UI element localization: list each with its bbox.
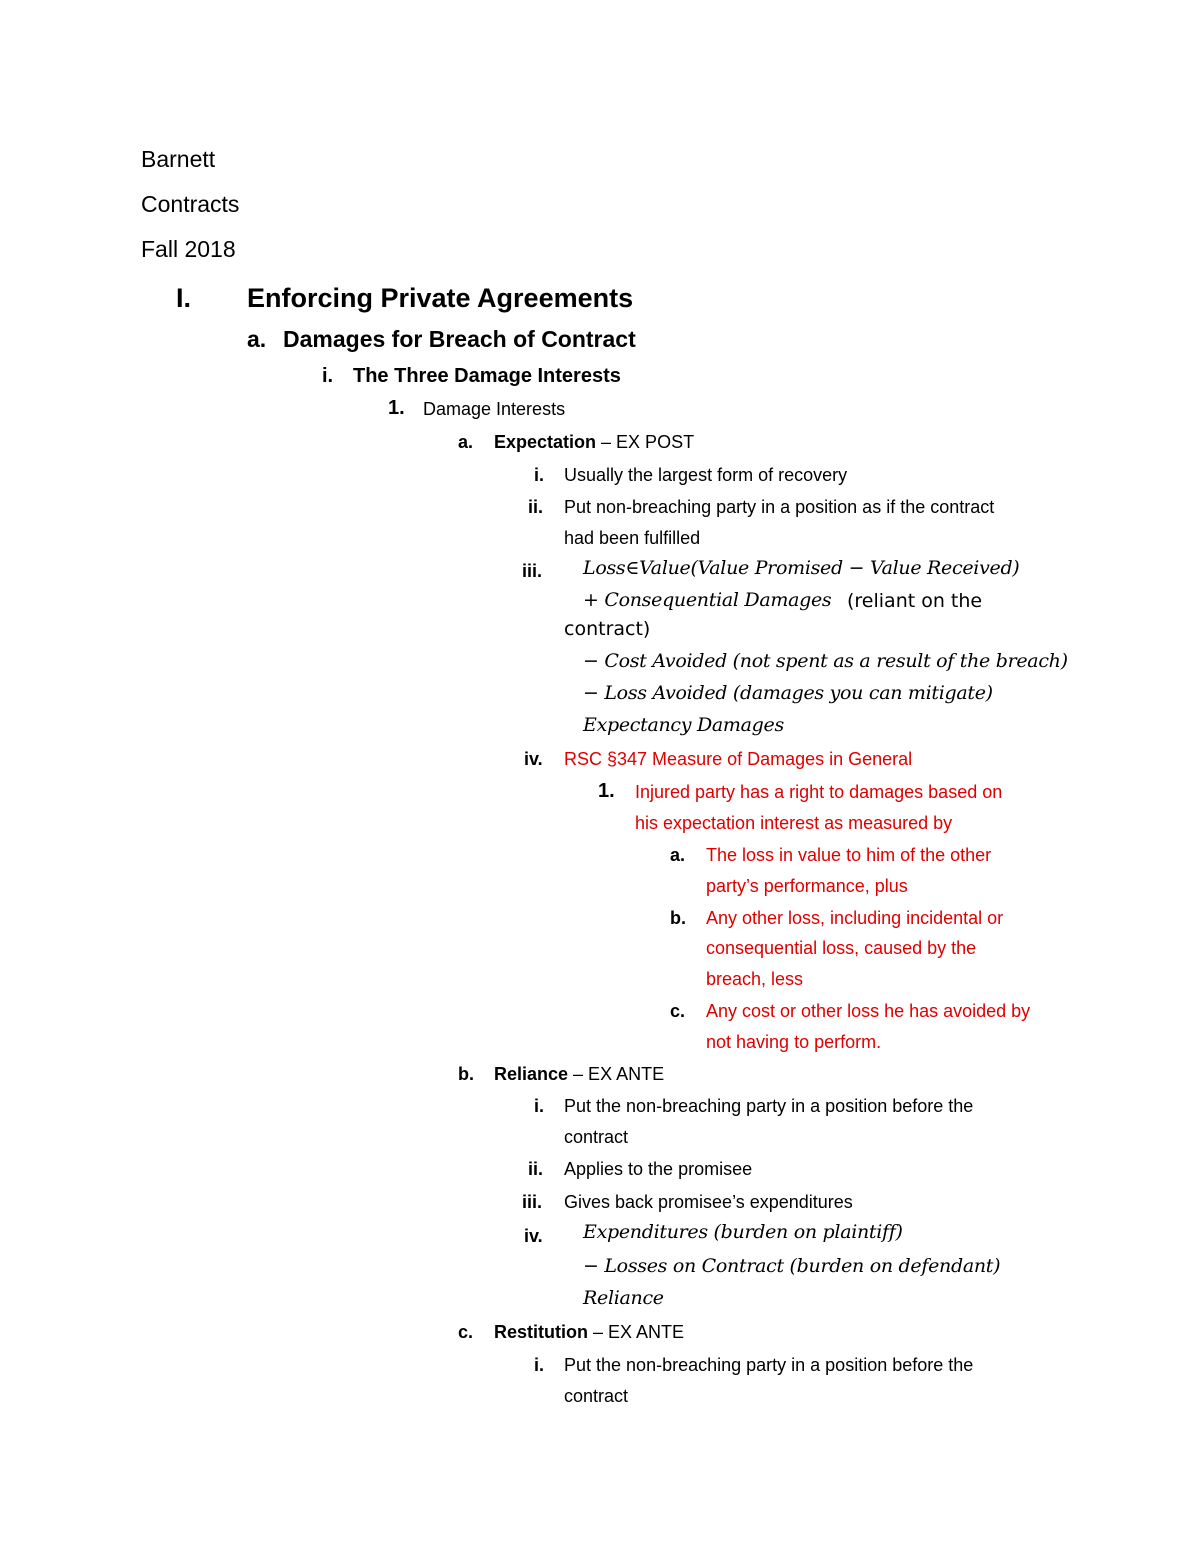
rsc-sub-marker: 1. — [598, 780, 615, 802]
expectation-point-1-marker: i. — [534, 465, 545, 485]
expectation-suffix: – EX POST — [596, 432, 695, 452]
reliance-point-3-marker: iii. — [522, 1192, 543, 1212]
reliance-formula-line-1: Expenditures (burden on plaintiff) — [583, 1221, 903, 1243]
reliance-point-1-line-1: Put the non-breaching party in a position before the — [564, 1096, 974, 1116]
reliance-point-1-line-2: contract — [564, 1127, 629, 1147]
reliance-point-3-text: Gives back promisee’s expenditures — [564, 1192, 853, 1212]
reliance-point-2-text: Applies to the promisee — [564, 1159, 753, 1179]
expectation-formula-line-6: Expectancy Damages — [583, 714, 784, 736]
section-1ai-marker: i. — [322, 365, 334, 387]
rsc-item-c-line-2: not having to perform. — [706, 1032, 882, 1052]
reliance-heading — [494, 1065, 664, 1083]
section-1a-marker: a. — [247, 326, 267, 352]
restitution-suffix: – EX ANTE — [588, 1322, 685, 1342]
rsc-item-c-line-1: Any cost or other loss he has avoided by — [706, 1001, 1031, 1021]
expectation-label: Expectation — [494, 432, 597, 452]
rsc-sub-line-2: his expectation interest as measured by — [635, 813, 953, 833]
reliance-suffix: – EX ANTE — [568, 1064, 665, 1084]
rsc-item-b-marker: b. — [670, 908, 686, 928]
section-1-marker: I. — [176, 283, 192, 313]
rsc-item-b-line-1: Any other loss, including incidental or — [706, 908, 1004, 928]
reliance-formula-marker: iv. — [524, 1226, 543, 1246]
document-term: Fall 2018 — [141, 236, 236, 262]
rsc-sub-line-1: Injured party has a right to damages based on — [635, 782, 1003, 802]
rsc-item-a-line-2: party’s performance, plus — [706, 876, 908, 896]
reliance-label: Reliance — [494, 1064, 569, 1084]
expectation-formula-line-5: − Loss Avoided (damages you can mitigate) — [583, 682, 993, 704]
rsc-item-a-marker: a. — [670, 845, 686, 865]
reliance-marker: b. — [458, 1064, 474, 1084]
reliance-formula-line-2: − Losses on Contract (burden on defendant) — [583, 1255, 1001, 1277]
expectation-point-2-marker: ii. — [528, 497, 544, 517]
expectation-point-2-line-2: had been fulfilled — [564, 528, 701, 548]
section-1a-heading: Damages for Breach of Contract — [283, 326, 636, 352]
expectation-point-2-line-1: Put non-breaching party in a position as if the contract — [564, 497, 995, 517]
item-1-text: Damage Interests — [423, 399, 566, 419]
reliance-point-1-marker: i. — [534, 1096, 545, 1116]
restitution-heading — [494, 1323, 684, 1341]
reliance-point-2-marker: ii. — [528, 1159, 544, 1179]
restitution-marker: c. — [458, 1322, 474, 1342]
rsc-item-c-marker: c. — [670, 1001, 686, 1021]
document-course: Contracts — [141, 191, 240, 217]
expectation-formula-line-2: + Consequential Damages — [583, 589, 832, 611]
section-1ai-heading: The Three Damage Interests — [353, 365, 621, 387]
rsc-marker: iv. — [524, 749, 543, 769]
section-1-heading: Enforcing Private Agreements — [247, 283, 634, 313]
item-1-marker: 1. — [388, 397, 405, 419]
expectation-marker: a. — [458, 432, 474, 452]
rsc-heading: RSC §347 Measure of Damages in General — [564, 749, 913, 769]
restitution-point-1-marker: i. — [534, 1355, 545, 1375]
expectation-formula-note-cont: contract) — [564, 618, 651, 640]
expectation-formula-note: (reliant on the — [847, 590, 983, 612]
expectation-formula-line-1: Loss∈Value(Value Promised − Value Received) — [583, 557, 1020, 579]
restitution-point-1-line-2: contract — [564, 1386, 629, 1406]
expectation-formula-line-4: − Cost Avoided (not spent as a result of the breach) — [583, 650, 1068, 672]
rsc-item-a-line-1: The loss in value to him of the other — [706, 845, 992, 865]
rsc-item-b-line-2: consequential loss, caused by the — [706, 938, 977, 958]
restitution-point-1-line-1: Put the non-breaching party in a position before the — [564, 1355, 974, 1375]
reliance-formula-line-3: Reliance — [583, 1287, 664, 1309]
document-author: Barnett — [141, 146, 216, 172]
expectation-formula-marker: iii. — [522, 561, 543, 581]
expectation-heading — [494, 433, 694, 451]
expectation-point-1-text: Usually the largest form of recovery — [564, 465, 848, 485]
rsc-item-b-line-3: breach, less — [706, 969, 804, 989]
restitution-label: Restitution — [494, 1322, 588, 1342]
